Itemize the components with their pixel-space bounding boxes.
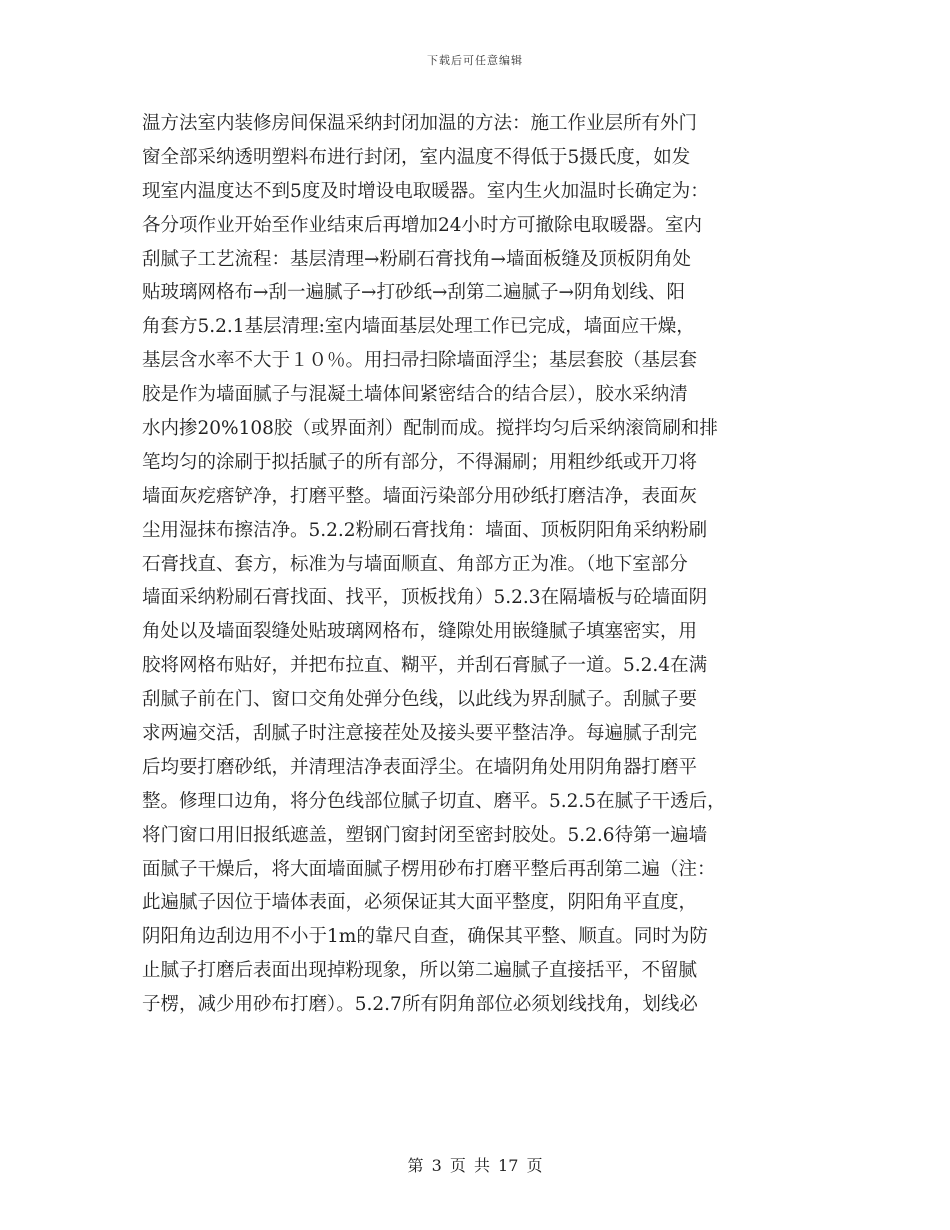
text-line: 整。修理口边角，将分色线部位腻子切直、磨平。5.2.5在腻子干透后， — [142, 790, 726, 812]
text-line: 此遍腻子因位于墙体表面，必须保证其大面平整度，阴阳角平直度， — [142, 892, 698, 914]
text-line: 墙面灰疙瘩铲净，打磨平整。墙面污染部分用砂纸打磨洁净，表面灰 — [142, 485, 698, 507]
page-number: 第 3 页 共 17 页 — [407, 1156, 543, 1175]
text-line: 贴玻璃网格布→刮一遍腻子→打砂纸→刮第二遍腻子→阴角划线、阳 — [142, 282, 686, 304]
text-line: 面腻子干燥后，将大面墙面腻子楞用砂布打磨平整后再刮第二遍（注： — [142, 858, 716, 880]
body-text — [142, 107, 822, 1022]
text-line: 刮腻子前在门、窗口交角处弹分色线，以此线为界刮腻子。刮腻子要 — [142, 689, 698, 711]
text-line: 石膏找直、套方，标准为与墙面顺直、角部方正为准。（地下室部分 — [142, 553, 688, 575]
text-line: 温方法室内装修房间保温采纳封闭加温的方法：施工作业层所有外门 — [142, 113, 698, 134]
text-line: 角套方5.2.1基层清理:室内墙面基层处理工作已完成，墙面应干燥， — [142, 316, 695, 338]
text-line: 阴阳角边刮边用不小于1m的靠尺自查，确保其平整、顺直。同时为防 — [142, 926, 708, 948]
text-line: 水内掺20%108胶（或界面剂）配制而成。搅拌均匀后采纳滚筒刷和排 — [142, 418, 718, 440]
text-line: 止腻子打磨后表面出现掉粉现象，所以第二遍腻子直接括平，不留腻 — [142, 960, 698, 982]
text-line: 基层含水率不大于１０％。用扫帚扫除墙面浮尘；基层套胶（基层套 — [142, 350, 698, 372]
text-line: 子楞，减少用砂布打磨）。5.2.7所有阴角部位必须划线找角，划线必 — [142, 994, 698, 1016]
text-line: 求两遍交活，刮腻子时注意接茬处及接头要平整洁净。每遍腻子刮完 — [142, 723, 698, 745]
text-line: 现室内温度达不到5度及时增设电取暖器。室内生火加温时长确定为： — [142, 180, 709, 202]
text-line: 笔均匀的涂刷于拟括腻子的所有部分，不得漏刷；用粗纱纸或开刀将 — [142, 451, 698, 473]
page-header: 下载后可任意编辑 — [427, 54, 523, 67]
text-line: 胶将网格布贴好，并把布拉直、糊平，并刮石膏腻子一道。5.2.4在满 — [142, 655, 708, 677]
text-line: 尘用湿抹布擦洁净。5.2.2粉刷石膏找角：墙面、顶板阴阳角采纳粉刷 — [142, 519, 708, 541]
text-line: 将门窗口用旧报纸遮盖，塑钢门窗封闭至密封胶处。5.2.6待第一遍墙 — [142, 824, 708, 846]
text-line: 窗全部采纳透明塑料布进行封闭，室内温度不得低于5摄氏度，如发 — [142, 146, 691, 168]
text-line: 刮腻子工艺流程：基层清理→粉刷石膏找角→墙面板缝及顶板阴角处 — [142, 248, 692, 270]
text-line: 胶是作为墙面腻子与混凝土墙体间紧密结合的结合层），胶水采纳清 — [142, 384, 688, 406]
text-line: 墙面采纳粉刷石膏找面、找平，顶板找角）5.2.3在隔墙板与砼墙面阴 — [142, 587, 708, 609]
text-line: 后均要打磨砂纸，并清理洁净表面浮尘。在墙阴角处用阴角器打磨平 — [142, 756, 698, 778]
text-line: 角处以及墙面裂缝处贴玻璃网格布，缝隙处用嵌缝腻子填塞密实，用 — [142, 621, 698, 643]
text-line: 各分项作业开始至作业结束后再增加24小时方可撤除电取暖器。室内 — [142, 214, 703, 236]
